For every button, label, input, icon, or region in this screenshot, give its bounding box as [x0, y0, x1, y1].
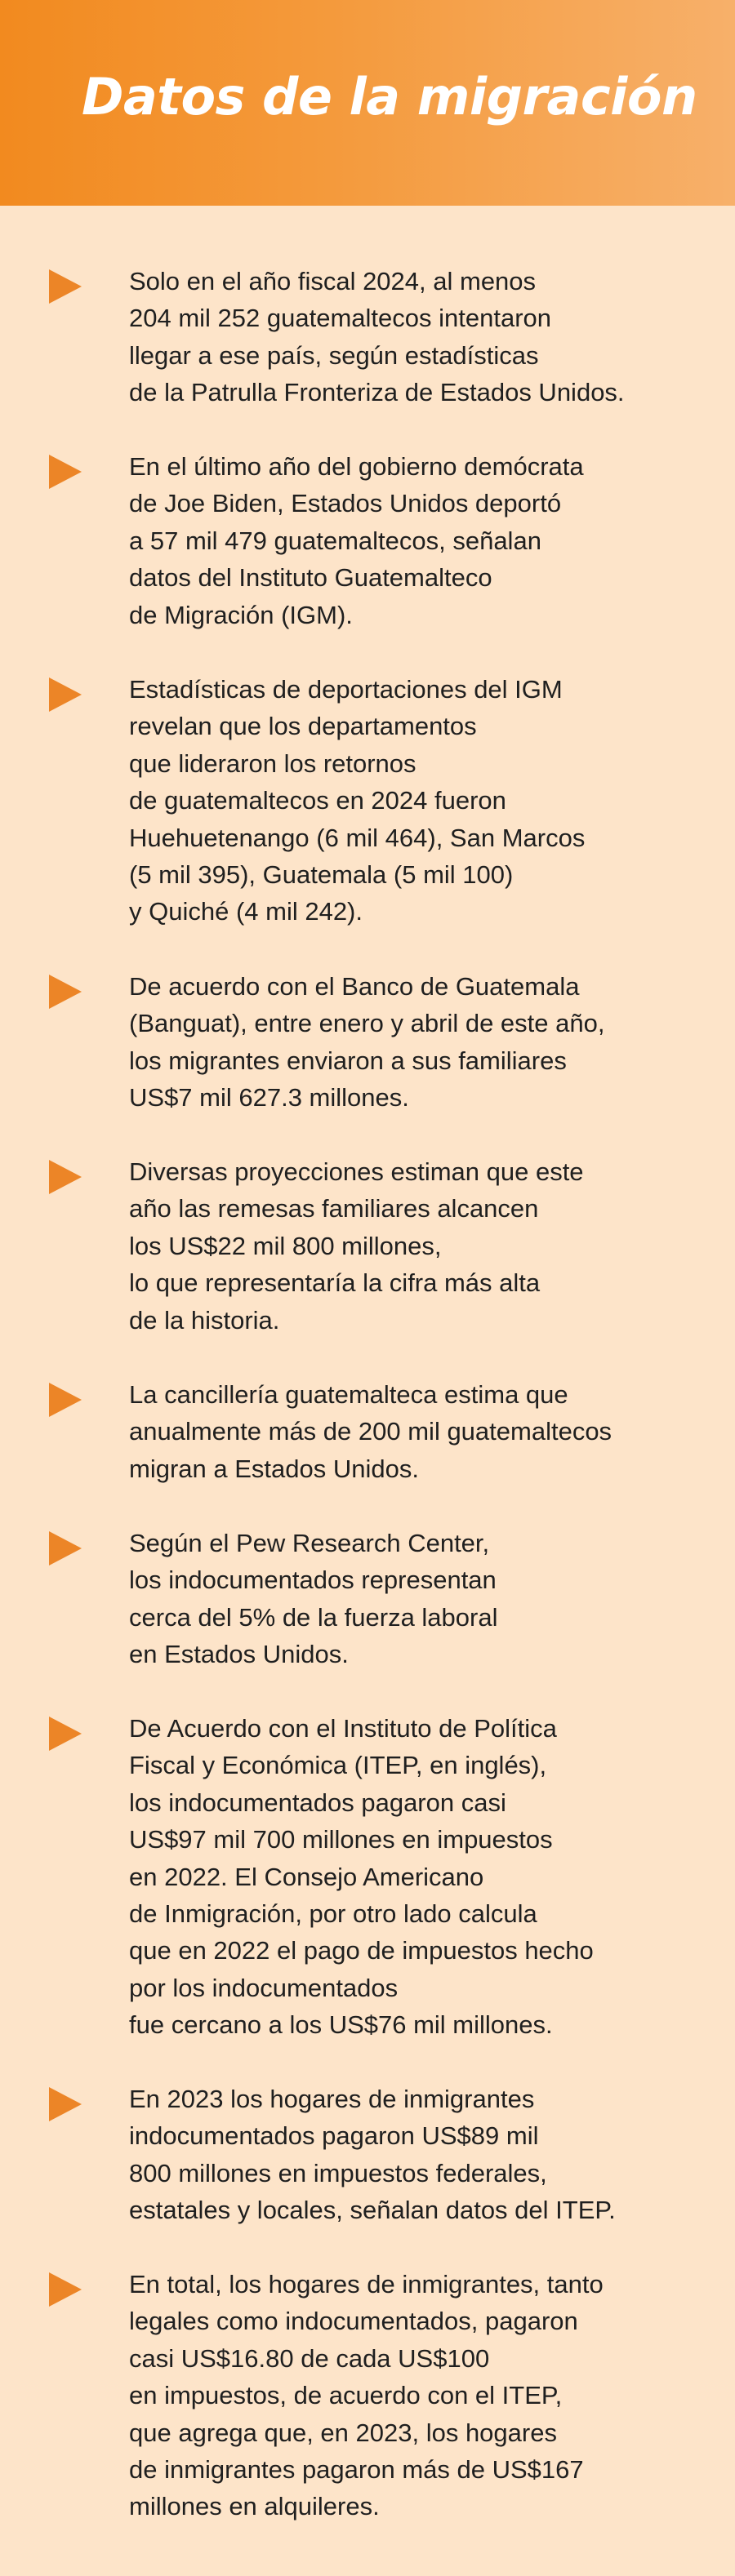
item-text: En el último año del gobierno demócrata de Joe Biden, Estados Unidos deportó a 57 mil 479 guatemaltecos, señalan datos del Instituto Guatemalteco de Migración (IGM).: [129, 452, 584, 629]
arrow-right-icon: [49, 2087, 82, 2121]
item-text: Estadísticas de deportaciones del IGM revelan que los departamentos que lideraron los retornos de guatemaltecos en 2024 fueron Huehuetenango (6 mil 464), San Marcos (5 mil 395), Guatemala (5 mil 100) y Quiché (4 mil 242).: [129, 675, 586, 926]
arrow-right-icon: [49, 455, 82, 489]
item-text: Diversas proyecciones estiman que este año las remesas familiares alcancen los US$22 mil 800 millones, lo que representaría la cifra más alta de la historia.: [129, 1157, 584, 1335]
arrow-right-icon: [49, 677, 82, 712]
item-text: En total, los hogares de inmigrantes, tanto legales como indocumentados, pagaron casi US$16.80 de cada US$100 en impuestos, de acuerdo con el ITEP, que agrega que, en 2023, los hogares de inmigrantes pagaron más de US$167 millones en alquileres.: [129, 2270, 604, 2521]
item-text: Solo en el año fiscal 2024, al menos 204 mil 252 guatemaltecos intentaron llegar a ese país, según estadísticas de la Patrulla Fronteriza de Estados Unidos.: [129, 267, 625, 407]
item-text: La cancillería guatemalteca estima que anualmente más de 200 mil guatemaltecos migran a Estados Unidos.: [129, 1380, 612, 1483]
arrow-right-icon: [49, 1160, 82, 1194]
arrow-right-icon: [49, 1531, 82, 1566]
item-text: En 2023 los hogares de inmigrantes indocumentados pagaron US$89 mil 800 millones en impuestos federales, estatales y locales, señalan datos del ITEP.: [129, 2085, 616, 2225]
arrow-right-icon: [49, 1717, 82, 1751]
page-title: Datos de la migración: [82, 67, 697, 127]
arrow-right-icon: [49, 269, 82, 304]
item-text: De Acuerdo con el Instituto de Política Fiscal y Económica (ITEP, en inglés), los indocumentados pagaron casi US$97 mil 700 millones en impuestos en 2022. El Consejo Americano de Inmigración, por otro lado calcula que en 2022 el pago de impuestos hecho por los indocumentados fue cercano a los US$76 mil millones.: [129, 1714, 594, 2040]
arrow-right-icon: [49, 2272, 82, 2307]
arrow-right-icon: [49, 975, 82, 1009]
item-text: De acuerdo con el Banco de Guatemala (Banguat), entre enero y abril de este año, los migrantes enviaron a sus familiares US$7 mil 627.3 millones.: [129, 972, 605, 1113]
item-text: Según el Pew Research Center, los indocumentados representan cerca del 5% de la fuerza laboral en Estados Unidos.: [129, 1529, 498, 1669]
header-banner: [0, 0, 735, 206]
arrow-right-icon: [49, 1383, 82, 1417]
